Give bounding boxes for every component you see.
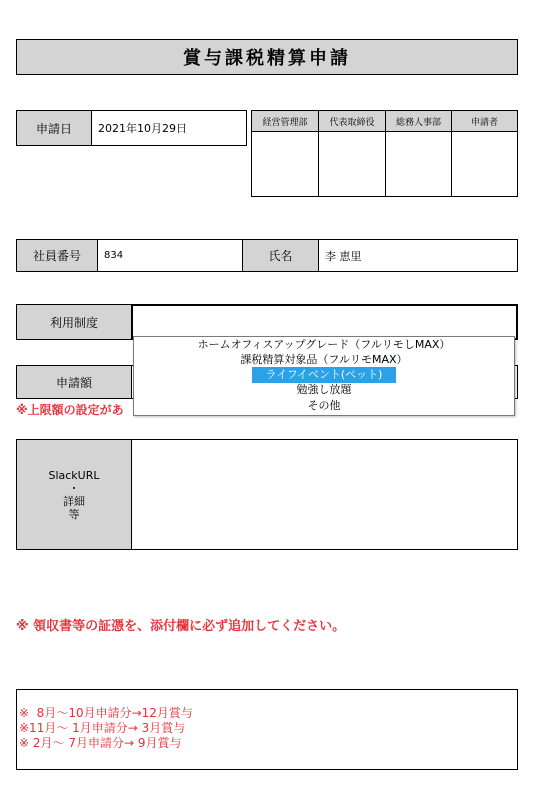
employee-number-label: 社員番号	[16, 239, 98, 272]
schedule-note: ※ 2月～ 7月申請分→ 9月賞与	[19, 736, 182, 750]
schedule-note: ※11月～ 1月申請分→ 3月賞与	[19, 721, 186, 735]
approval-stamp-applicant[interactable]	[451, 131, 518, 197]
amount-label: 申請額	[16, 365, 132, 399]
dropdown-option[interactable]: その他	[307, 399, 341, 412]
slack-value[interactable]	[131, 439, 518, 550]
limit-warning: ※上限額の設定があ	[16, 403, 124, 417]
dropdown-option[interactable]: ホームオフィスアップグレード（フルリモしMAX）	[197, 338, 451, 351]
slack-label-line: ・	[68, 481, 80, 495]
usage-system-label: 利用制度	[16, 304, 132, 340]
dropdown-option-selected[interactable]: ライフイベント(ペット)	[134, 367, 514, 383]
approval-header-hr: 総務人事部	[385, 110, 452, 132]
approval-header-ceo: 代表取締役	[318, 110, 386, 132]
schedule-notes-box	[16, 689, 518, 770]
approval-header-applicant: 申請者	[451, 110, 518, 132]
dropdown-option[interactable]: 課税精算対象品（フルリモMAX）	[240, 353, 408, 366]
approval-header-management: 経営管理部	[251, 110, 319, 132]
application-date-value[interactable]: 2021年10月29日	[91, 110, 247, 146]
employee-name-label: 氏名	[242, 239, 319, 272]
slack-label	[16, 439, 132, 550]
approval-table	[251, 110, 518, 197]
slack-label-line: SlackURL	[48, 468, 100, 482]
approval-stamp-ceo[interactable]	[318, 131, 386, 197]
approval-stamp-hr[interactable]	[385, 131, 452, 197]
employee-number-value[interactable]: 834	[97, 239, 243, 272]
receipt-notice: ※ 領収書等の証憑を、添付欄に必ず追加してください。	[16, 619, 346, 634]
usage-system-dropdown	[133, 336, 515, 416]
dropdown-option[interactable]: 勉強し放題	[296, 383, 352, 396]
schedule-note: ※ 8月～10月申請分→12月賞与	[19, 706, 193, 720]
slack-label-line: 等	[68, 507, 80, 521]
page-title: 賞与課税精算申請	[16, 39, 518, 75]
employee-name-value[interactable]: 李 恵里	[318, 239, 518, 272]
slack-label-line: 詳細	[63, 494, 85, 508]
usage-system-select[interactable]	[131, 304, 518, 340]
approval-stamp-management[interactable]	[251, 131, 319, 197]
application-date-label: 申請日	[16, 110, 92, 146]
